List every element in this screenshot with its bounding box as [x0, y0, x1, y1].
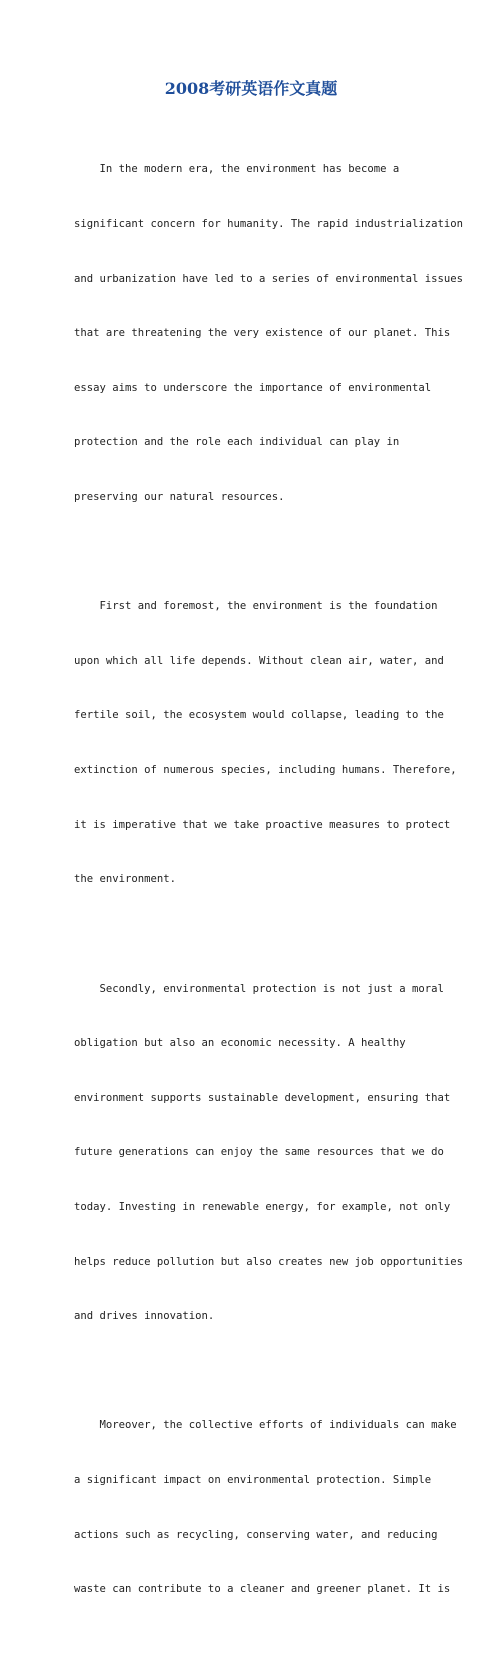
text-line: and urbanization have led to a series of environmental issues	[74, 272, 464, 285]
text-line: fertile soil, the ecosystem would collapse, leading to the	[74, 709, 444, 722]
text-line: environment supports sustainable development, ensuring that	[74, 1091, 451, 1104]
text-line: Secondly, environmental protection is not just a moral	[74, 982, 444, 995]
text-line: actions such as recycling, conserving water, and reducing	[74, 1528, 438, 1541]
paragraph-1	[74, 124, 464, 543]
text-line: protection and the role each individual can play in	[74, 436, 400, 449]
paragraph-2	[74, 561, 457, 925]
document-title: 2008考研英语作文真题	[164, 79, 338, 98]
document-body	[74, 124, 464, 1653]
paragraph-3	[74, 943, 464, 1362]
text-line: essay aims to underscore the importance of environmental	[74, 381, 432, 394]
text-line: First and foremost, the environment is the foundation	[74, 600, 438, 613]
text-line: future generations can enjoy the same resources that we do	[74, 1146, 444, 1159]
text-line: extinction of numerous species, including humans. Therefore,	[74, 764, 457, 777]
text-line: a significant impact on environmental protection. Simple	[74, 1473, 432, 1486]
text-line: In the modern era, the environment has become a	[74, 163, 400, 176]
text-line: helps reduce pollution but also creates new job opportunities	[74, 1255, 464, 1268]
paragraph-4	[74, 1380, 457, 1635]
text-line: that are threatening the very existence of our planet. This	[74, 327, 451, 340]
text-line: and drives innovation.	[74, 1310, 215, 1323]
text-line: the environment.	[74, 873, 177, 886]
text-line: it is imperative that we take proactive measures to protect	[74, 818, 451, 831]
text-line: upon which all life depends. Without clean air, water, and	[74, 654, 444, 667]
text-line: preserving our natural resources.	[74, 491, 285, 504]
text-line: waste can contribute to a cleaner and greener planet. It is	[74, 1583, 451, 1596]
text-line: obligation but also an economic necessity. A healthy	[74, 1037, 406, 1050]
text-line: today. Investing in renewable energy, for example, not only	[74, 1200, 451, 1213]
text-line: Moreover, the collective efforts of individuals can make	[74, 1419, 457, 1432]
text-line: significant concern for humanity. The rapid industrialization	[74, 218, 464, 231]
